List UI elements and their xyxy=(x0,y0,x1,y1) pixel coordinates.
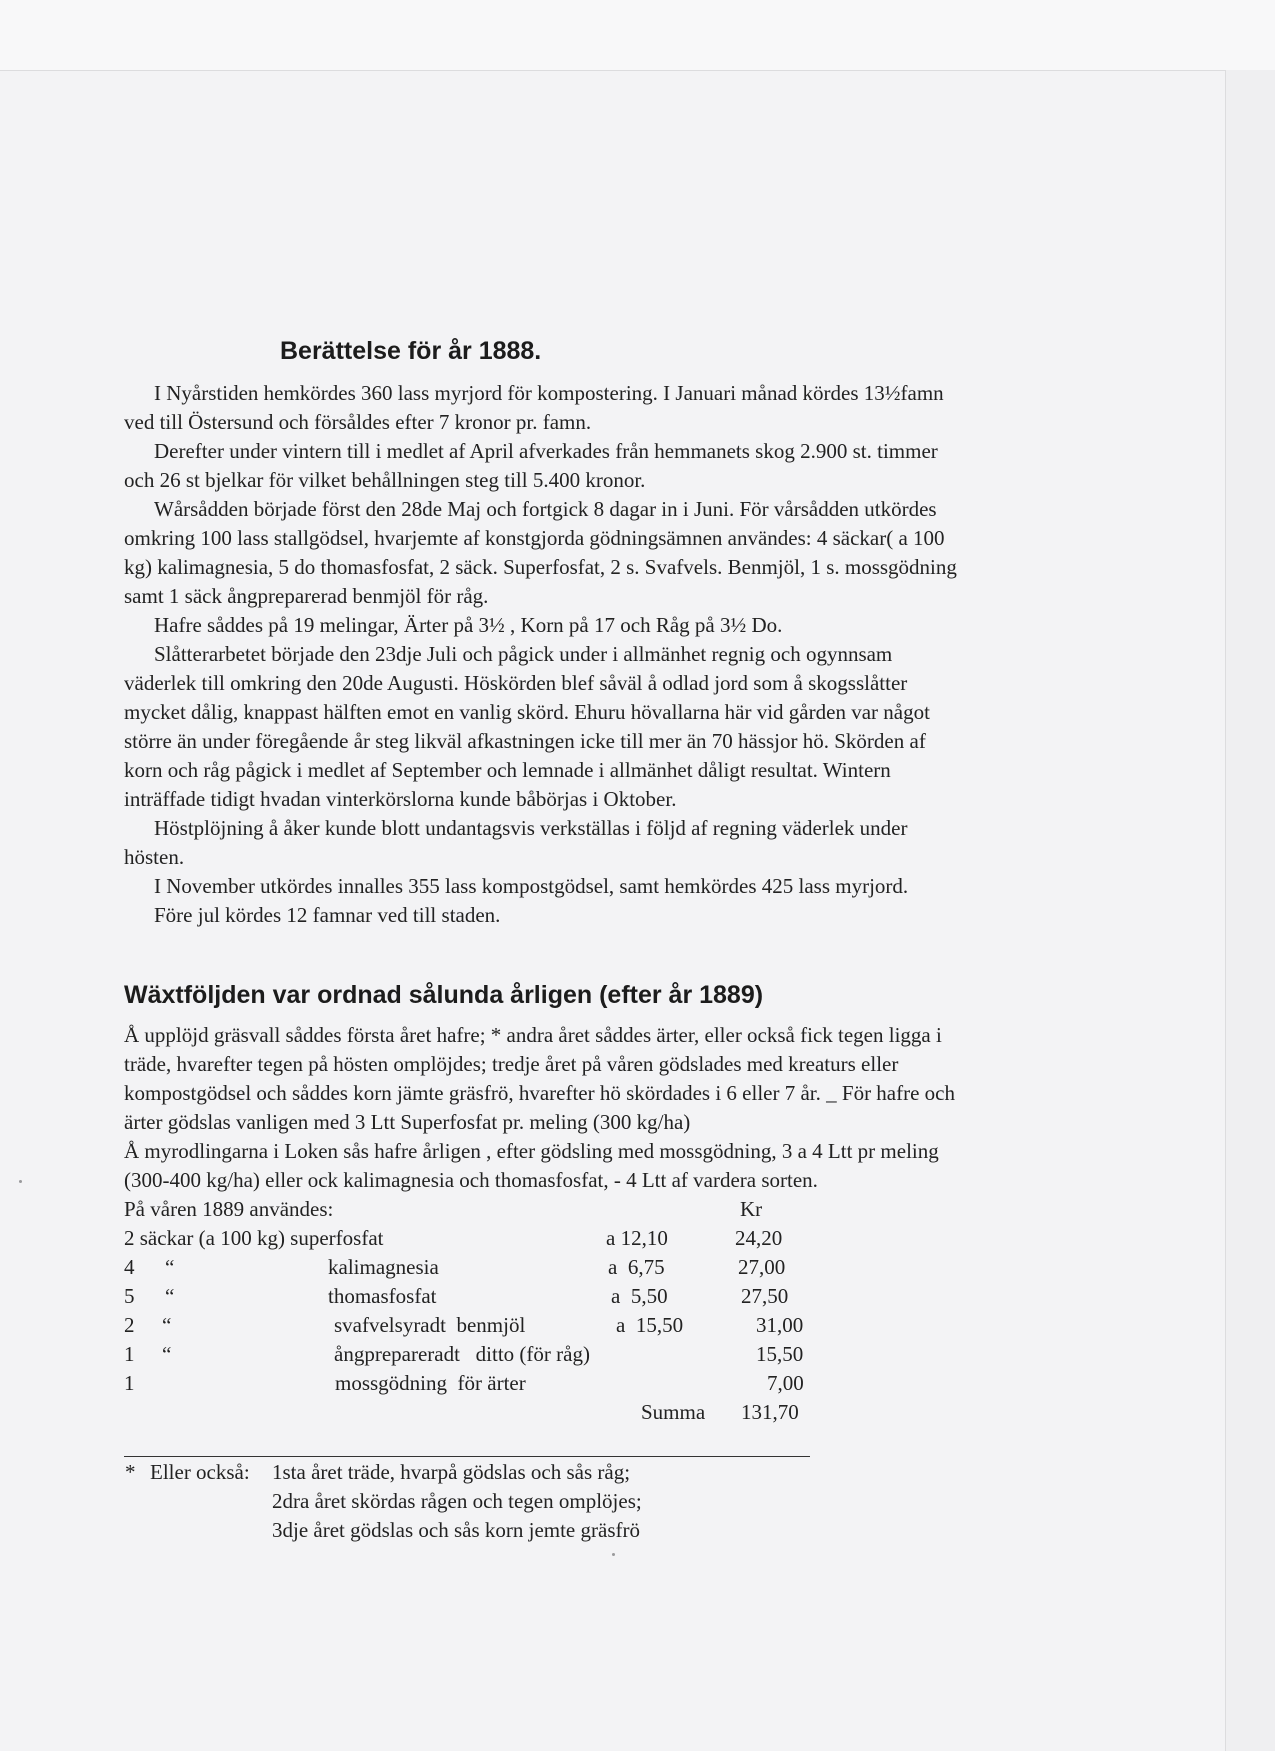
cost-item: thomasfosfat xyxy=(328,1284,437,1308)
story-line: större än under föregående år steg likväl afkastningen icke till mer än 70 hässjor hö. Skörden af xyxy=(124,729,926,753)
cost-item: ångprepareradt ditto (för råg) xyxy=(334,1342,590,1366)
story-title: Berättelse för år 1888. xyxy=(280,337,542,365)
cost-price: a 12,10 xyxy=(606,1226,668,1250)
rotation-line: Å upplöjd gräsvall såddes första året hafre; * andra året såddes ärter, eller också fick tegen ligga i xyxy=(124,1023,942,1047)
story-line: Hafre såddes på 19 melingar, Ärter på 3½ , Korn på 17 och Råg på 3½ Do. xyxy=(154,613,783,637)
cost-total: 24,20 xyxy=(735,1226,783,1250)
ditto-mark: “ xyxy=(162,1313,172,1337)
rotation-body xyxy=(124,1021,1114,1195)
footnote-line: 2dra året skördas rågen och tegen omplöjes; xyxy=(272,1489,642,1513)
cost-total: 27,50 xyxy=(741,1284,789,1308)
story-body xyxy=(124,379,1114,930)
ditto-mark: “ xyxy=(165,1255,175,1279)
story-line: väderlek till omkring den 20de Augusti. Höskörden blef såväl å odlad jord som å skogsslåtter xyxy=(124,671,908,695)
story-line: kg) kalimagnesia, 5 do thomasfosfat, 2 säck. Superfosfat, 2 s. Svafvels. Benmjöl, 1 s. mossgödning xyxy=(124,555,957,579)
ditto-mark: “ xyxy=(162,1342,172,1366)
cost-total: 15,50 xyxy=(756,1342,804,1366)
cost-price: a 15,50 xyxy=(616,1313,684,1337)
footnote-line: 1sta året träde, hvarpå gödslas och sås råg; xyxy=(272,1460,631,1484)
story-line: Derefter under vintern till i medlet af April afverkades från hemmanets skog 2.900 st. timmer xyxy=(154,439,938,463)
cost-qty: 2 xyxy=(124,1313,135,1337)
cost-item: kalimagnesia xyxy=(328,1255,439,1279)
rotation-line: ärter gödslas vanligen med 3 Ltt Superfosfat pr. meling (300 kg/ha) xyxy=(124,1110,691,1134)
cost-qty: 5 xyxy=(124,1284,135,1308)
story-line: Före jul kördes 12 famnar ved till staden. xyxy=(154,903,501,927)
story-line: I November utkördes innalles 355 lass kompostgödsel, samt hemkördes 425 lass myrjord. xyxy=(154,874,909,898)
cost-qty: 4 xyxy=(124,1255,135,1279)
cost-item: mossgödning för ärter xyxy=(335,1371,526,1395)
footnote-marker: * xyxy=(125,1460,136,1484)
story-line: ved till Östersund och försåldes efter 7 kronor pr. famn. xyxy=(124,410,592,434)
story-line: Slåtterarbetet började den 23dje Juli och pågick under i allmänhet regnig och ogynnsam xyxy=(154,642,893,666)
cost-price: a 5,50 xyxy=(611,1284,668,1308)
story-line: mycket dålig, knappast hälften emot en vanlig skörd. Ehuru hövallarna här vid gården var något xyxy=(124,700,930,724)
story-line: och 26 st bjelkar för vilket behållningen steg till 5.400 kronor. xyxy=(124,468,646,492)
rotation-line: Å myrodlingarna i Loken sås hafre årligen , efter gödsling med mossgödning, 3 a 4 Ltt pr meling xyxy=(124,1139,939,1163)
cost-total: 7,00 xyxy=(767,1371,804,1395)
cost-qty: 2 säckar (a 100 kg) superfosfat xyxy=(124,1226,384,1250)
rotation-line: (300-400 kg/ha) eller ock kalimagnesia och thomasfosfat, - 4 Ltt af vardera sorten. xyxy=(124,1168,818,1192)
story-line: inträffade tidigt hvadan vinterkörslorna kunde båbörjas i Oktober. xyxy=(124,787,677,811)
story-line: samt 1 säck ångpreparerad benmjöl för råg. xyxy=(124,584,489,608)
story-line: Wårsådden började först den 28de Maj och fortgick 8 dagar in i Juni. För vårsådden utkördes xyxy=(154,497,937,521)
sum-value: 131,70 xyxy=(741,1400,799,1424)
cost-total: 27,00 xyxy=(738,1255,786,1279)
scan-speck xyxy=(19,1180,22,1183)
scan-speck xyxy=(612,1553,615,1556)
footnote-rule xyxy=(124,1456,810,1457)
cost-price: a 6,75 xyxy=(608,1255,665,1279)
rotation-title: Wäxtföljden var ordnad sålunda årligen (efter år 1889) xyxy=(124,981,764,1009)
rotation-line: träde, hvarefter tegen på hösten omplöjdes; tredje året på våren gödslades med kreaturs eller xyxy=(124,1052,899,1076)
cost-item: svafvelsyradt benmjöl xyxy=(334,1313,526,1337)
currency-header: Kr xyxy=(740,1197,763,1221)
story-line: hösten. xyxy=(124,845,185,869)
footnote-lead: Eller också: xyxy=(150,1460,250,1484)
cost-intro: På våren 1889 användes: xyxy=(124,1197,334,1221)
cost-total: 31,00 xyxy=(756,1313,804,1337)
scanner-background xyxy=(0,0,1275,70)
cost-qty: 1 xyxy=(124,1342,135,1366)
story-line: korn och råg pågick i medlet af September och lemnade i allmänhet dåligt resultat. Wintern xyxy=(124,758,891,782)
story-line: omkring 100 lass stallgödsel, hvarjemte af konstgjorda gödningsämnen användes: 4 säckar( a 100 xyxy=(124,526,945,550)
story-line: Höstplöjning å åker kunde blott undantagsvis verkställas i följd af regning väderlek under xyxy=(154,816,908,840)
sum-label: Summa xyxy=(641,1400,706,1424)
ditto-mark: “ xyxy=(165,1284,175,1308)
rotation-line: kompostgödsel och såddes korn jämte gräsfrö, hvarefter hö skördades i 6 eller 7 år. _ För hafre och xyxy=(124,1081,956,1105)
story-line: I Nyårstiden hemkördes 360 lass myrjord för kompostering. I Januari månad kördes 13½famn xyxy=(154,381,944,405)
cost-qty: 1 xyxy=(124,1371,135,1395)
footnote-line: 3dje året gödslas och sås korn jemte gräsfrö xyxy=(272,1518,640,1542)
